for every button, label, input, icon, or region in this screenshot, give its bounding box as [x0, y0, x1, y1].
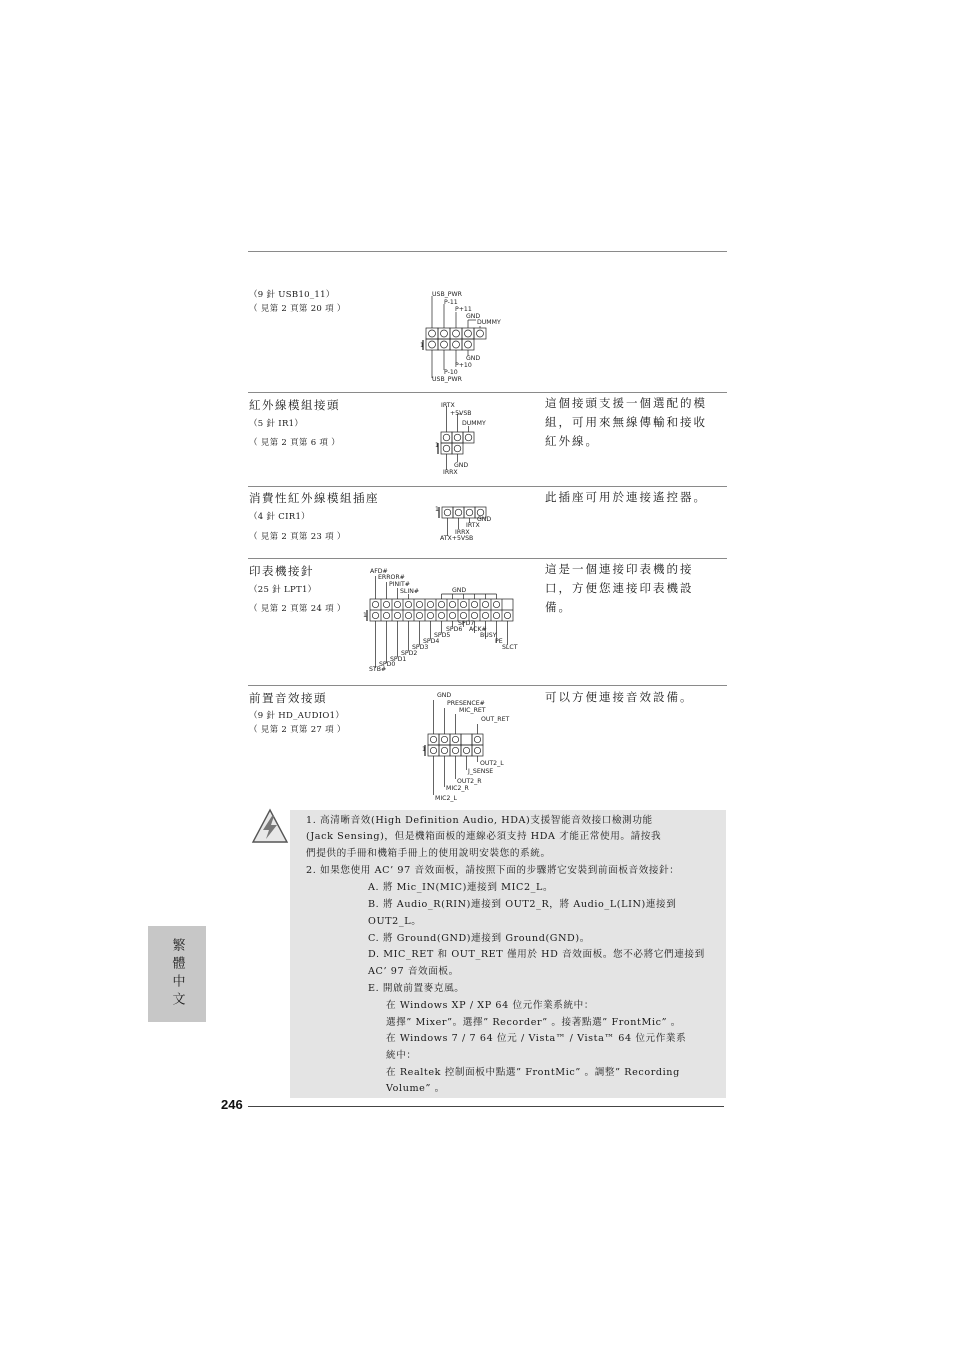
ir-title: 紅外線模組接頭	[249, 398, 340, 412]
lpt-pin-gnd: GND	[452, 587, 467, 594]
cir-pin-irtx: IRTX	[466, 522, 480, 529]
audio-pin-out-ret: OUT_RET	[481, 716, 510, 723]
lpt-header-diagram	[364, 566, 524, 676]
lpt-pin-slin: SLIN#	[400, 588, 420, 595]
lpt-pin-spd5: SPD5	[434, 632, 451, 639]
audio-pin-mic2-l: MIC2_L	[435, 795, 457, 802]
ir-pin-gnd: GND	[454, 462, 469, 469]
audio-title: 前置音效接頭	[249, 691, 327, 705]
lpt-pin-stb: STB#	[369, 666, 387, 673]
note-line-2: (Jack Sensing)，但是機箱面板的連線必須支持 HDA 才能正常使用。請按我	[306, 831, 662, 842]
note-line-1: 1. 高清晰音效(High Definition Audio, HDA)支援智能音效接口檢測功能	[306, 815, 653, 826]
lpt-pin-spd2: SPD2	[401, 650, 418, 657]
usb-pin-gnd-bottom: GND	[466, 355, 481, 362]
audio-pin-mic2-r: MIC2_R	[446, 785, 469, 792]
audio-pin-mic-ret: MIC_RET	[459, 707, 486, 714]
note-line-16: 在 Realtek 控制面板中點選” FrontMic” 。調整” Recording	[386, 1067, 680, 1078]
ir-pin-irrx: IRRX	[443, 469, 458, 476]
audio-description: 可以方便連接音效設備。	[545, 690, 694, 704]
lpt-pin-spd3: SPD3	[412, 644, 429, 651]
lpt-pin-busy: BUSY	[480, 632, 497, 639]
usb-pin1-marker: 1	[420, 342, 424, 349]
lpt-pin-slct: SLCT	[502, 644, 518, 651]
warning-icon	[250, 806, 290, 846]
note-line-11: E. 開啟前置麥克風。	[368, 983, 465, 994]
usb-pin-dummy: DUMMY	[477, 319, 501, 326]
audio-pin-gnd: GND	[437, 692, 452, 699]
cir-pin1-marker: 1	[435, 506, 439, 513]
lpt-pin-error: ERROR#	[378, 574, 405, 581]
cir-title: 消費性紅外線模組插座	[249, 491, 379, 505]
lpt-description: 這是一個連接印表機的接口，方便您連接印表機設備。	[545, 562, 694, 614]
usb-header-diagram	[420, 290, 530, 386]
lpt-pin-spd7: SPD7	[458, 620, 475, 627]
audio-spec: （9 針 HD_AUDIO1）	[249, 711, 345, 721]
lpt-pin-spd6: SPD6	[446, 626, 463, 633]
lpt-pin-pinit: PINIT#	[389, 581, 410, 588]
cir-spec: （4 針 CIR1）	[249, 512, 310, 522]
divider-3	[248, 558, 727, 559]
audio-pin-out2-l: OUT2_L	[480, 760, 504, 767]
cir-description: 此插座可用於連接遙控器。	[545, 490, 707, 504]
usb-pin-p11-minus: P-11	[444, 299, 458, 306]
divider-1	[248, 392, 727, 393]
audio-pin-out2-r: OUT2_R	[457, 778, 482, 785]
cir-pin-gnd: GND	[477, 516, 492, 523]
usb-pin-p11-plus: P+11	[455, 306, 472, 313]
usb-pin-usb-pwr-top: USB_PWR	[432, 291, 462, 298]
lpt-pin-spd0: SPD0	[379, 661, 396, 668]
divider-4	[248, 685, 727, 686]
lpt-title: 印表機接針	[249, 564, 314, 578]
page-number: 246	[221, 1097, 243, 1112]
lpt-pin-pe: PE	[495, 638, 503, 645]
footer-rule	[248, 1106, 724, 1107]
lpt-pin-spd1: SPD1	[390, 656, 407, 663]
audio-pin1-marker: 1	[422, 746, 426, 753]
ir-ref: （ 見第 2 頁第 6 項 ）	[249, 438, 341, 448]
note-line-7: OUT2_L。	[368, 916, 422, 927]
ir-pin-5vsb: +5VSB	[450, 410, 472, 417]
note-line-3: 們提供的手冊和機箱手冊上的使用說明安裝您的系統。	[306, 848, 551, 859]
note-line-12: 在 Windows XP / XP 64 位元作業系統中：	[386, 1000, 595, 1011]
audio-pin-j-sense: J_SENSE	[468, 768, 494, 775]
audio-pin-presence: PRESENCE#	[447, 700, 485, 707]
language-tab	[148, 926, 206, 1022]
usb-ref: （ 見第 2 頁第 20 項 ）	[249, 304, 346, 314]
note-line-17: Volume” 。	[386, 1083, 445, 1094]
ir-spec: （5 針 IR1）	[249, 419, 304, 429]
usb-pin-p10-minus: P-10	[444, 369, 458, 376]
lpt-pin-ack: ACK#	[469, 626, 487, 633]
ir-pin-irtx: IRTX	[441, 402, 455, 409]
note-line-5: A. 將 Mic_IN(MIC)連接到 MIC2_L。	[368, 882, 554, 893]
lpt-pin-spd4: SPD4	[423, 638, 440, 645]
language-tab-label: 繁體中文	[169, 938, 185, 1010]
cir-pin-irrx: IRRX	[455, 529, 470, 536]
note-line-9: D. MIC_RET 和 OUT_RET 僅用於 HD 音效面板。您不必將它們連接到	[368, 949, 705, 960]
note-line-6: B. 將 Audio_R(RIN)連接到 OUT2_R，將 Audio_L(LIN)連接到	[368, 899, 677, 910]
usb-pin-gnd-top: GND	[466, 313, 481, 320]
note-line-13: 選擇” Mixer”。選擇” Recorder” 。接著點選” FrontMic” 。	[386, 1017, 681, 1028]
top-rule	[248, 251, 727, 252]
cir-pin-atx5vsb: ATX+5VSB	[440, 535, 474, 542]
ir-pin1-marker: 1	[435, 442, 439, 449]
lpt-pin-afd: AFD#	[370, 568, 388, 575]
ir-description: 這個接頭支援一個選配的模組，可用來無線傳輸和接收紅外線。	[545, 396, 707, 448]
notes-panel	[290, 810, 726, 1098]
audio-ref: （ 見第 2 頁第 27 項 ）	[249, 725, 346, 735]
usb-pin-p10-plus: P+10	[455, 362, 472, 369]
note-line-8: C. 將 Ground(GND)連接到 Ground(GND)。	[368, 933, 590, 944]
cir-ref: （ 見第 2 頁第 23 項 ）	[249, 532, 346, 542]
usb-pin-usb-pwr-bottom: USB_PWR	[432, 376, 462, 383]
note-line-15: 統中：	[386, 1050, 417, 1061]
note-line-14: 在 Windows 7 / 7 64 位元 / Vista™ / Vista™ 64 位元作業系	[386, 1033, 687, 1044]
lpt-pin1-marker: 1	[363, 612, 367, 619]
usb-title: （9 針 USB10_11）	[249, 290, 335, 300]
ir-pin-dummy: DUMMY	[462, 420, 486, 427]
lpt-ref: （ 見第 2 頁第 24 項 ）	[249, 604, 346, 614]
note-line-4: 2. 如果您使用 AC’ 97 音效面板，請按照下面的步驟將它安裝到前面板音效接針：	[306, 865, 680, 876]
lpt-spec: （25 針 LPT1）	[249, 585, 317, 595]
note-line-10: AC’ 97 音效面板。	[368, 966, 459, 977]
divider-2	[248, 486, 727, 487]
